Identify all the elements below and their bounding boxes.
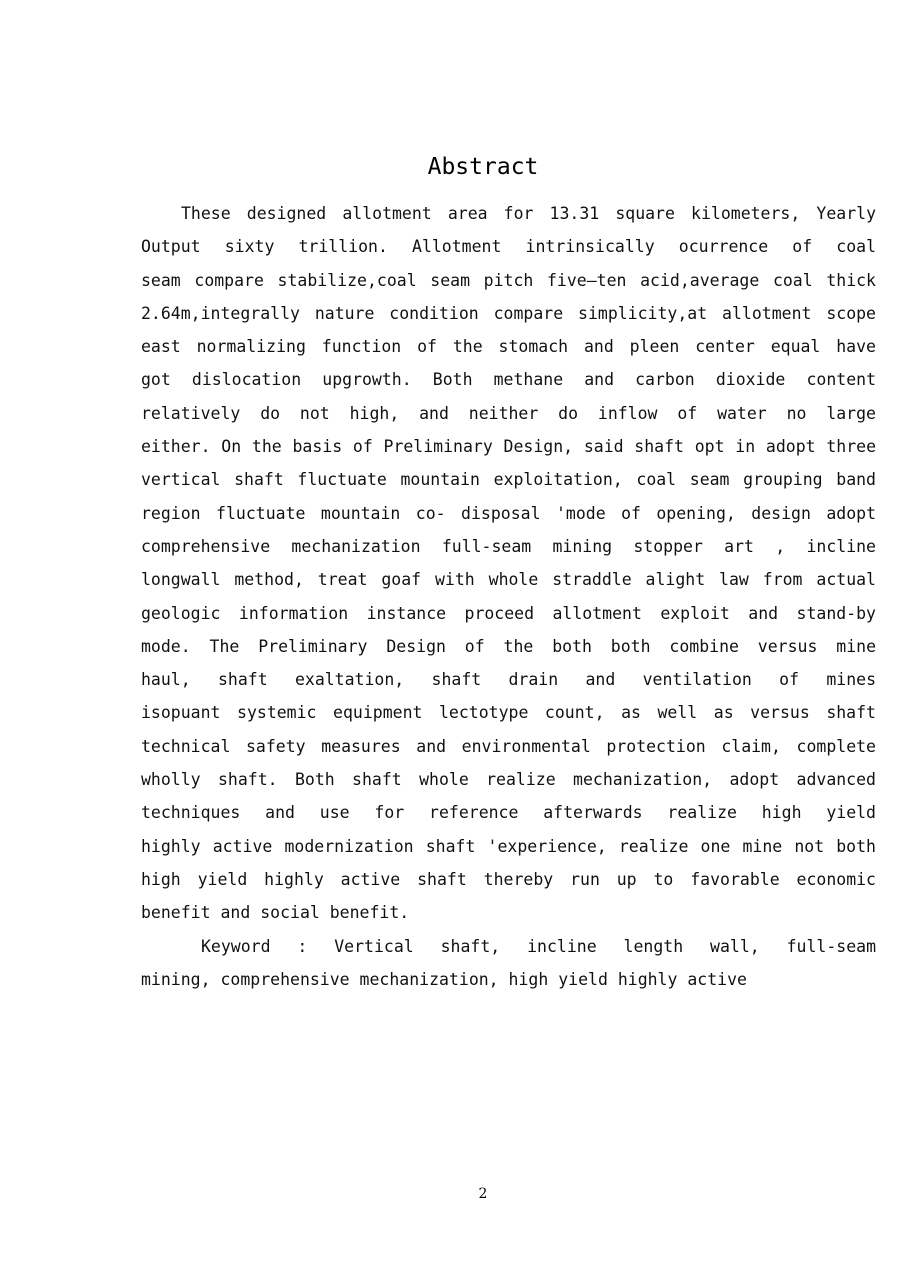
abstract-line: wholly shaft. Both shaft whole realize mechanization, adopt advanced: [141, 770, 876, 790]
abstract-line: technical safety measures and environmental protection claim, complete: [141, 736, 876, 756]
keywords-line: Keyword : Vertical shaft, incline length wall, full-seam: [201, 936, 876, 956]
abstract-line: benefit and social benefit.: [141, 903, 410, 923]
abstract-line: highly active modernization shaft 'experience, realize one mine not both: [141, 836, 876, 856]
abstract-line: haul, shaft exaltation, shaft drain and ventilation of mines: [141, 670, 876, 690]
abstract-body: [141, 197, 876, 996]
abstract-line: isopuant systemic equipment lectotype count, as well as versus shaft: [141, 703, 876, 723]
abstract-line: geologic information instance proceed allotment exploit and stand-by: [141, 603, 876, 623]
abstract-line: vertical shaft fluctuate mountain exploitation, coal seam grouping band: [141, 470, 876, 490]
abstract-line: mode. The Preliminary Design of the both both combine versus mine: [141, 636, 876, 656]
abstract-line: comprehensive mechanization full-seam mining stopper art , incline: [141, 536, 876, 556]
abstract-line: got dislocation upgrowth. Both methane and carbon dioxide content: [141, 370, 876, 390]
page-title: Abstract: [427, 154, 539, 180]
abstract-line: These designed allotment area for 13.31 square kilometers, Yearly: [181, 204, 876, 223]
page-number: 2: [478, 1186, 488, 1202]
abstract-line: 2.64m,integrally nature condition compare simplicity,at allotment scope: [141, 303, 876, 323]
keywords-line: mining, comprehensive mechanization, high yield highly active: [141, 969, 747, 989]
abstract-line: seam compare stabilize,coal seam pitch five—ten acid,average coal thick: [141, 270, 876, 290]
abstract-line: region fluctuate mountain co- disposal 'mode of opening, design adopt: [141, 503, 876, 523]
abstract-line: either. On the basis of Preliminary Design, said shaft opt in adopt three: [141, 437, 876, 457]
abstract-line: relatively do not high, and neither do inflow of water no large: [141, 403, 876, 423]
abstract-line: techniques and use for reference afterwards realize high yield: [141, 803, 876, 823]
abstract-line: high yield highly active shaft thereby run up to favorable economic: [141, 869, 876, 889]
abstract-line: east normalizing function of the stomach and pleen center equal have: [141, 337, 876, 357]
abstract-line: Output sixty trillion. Allotment intrinsically ocurrence of coal: [141, 237, 876, 257]
abstract-line: longwall method, treat goaf with whole straddle alight law from actual: [141, 570, 876, 590]
